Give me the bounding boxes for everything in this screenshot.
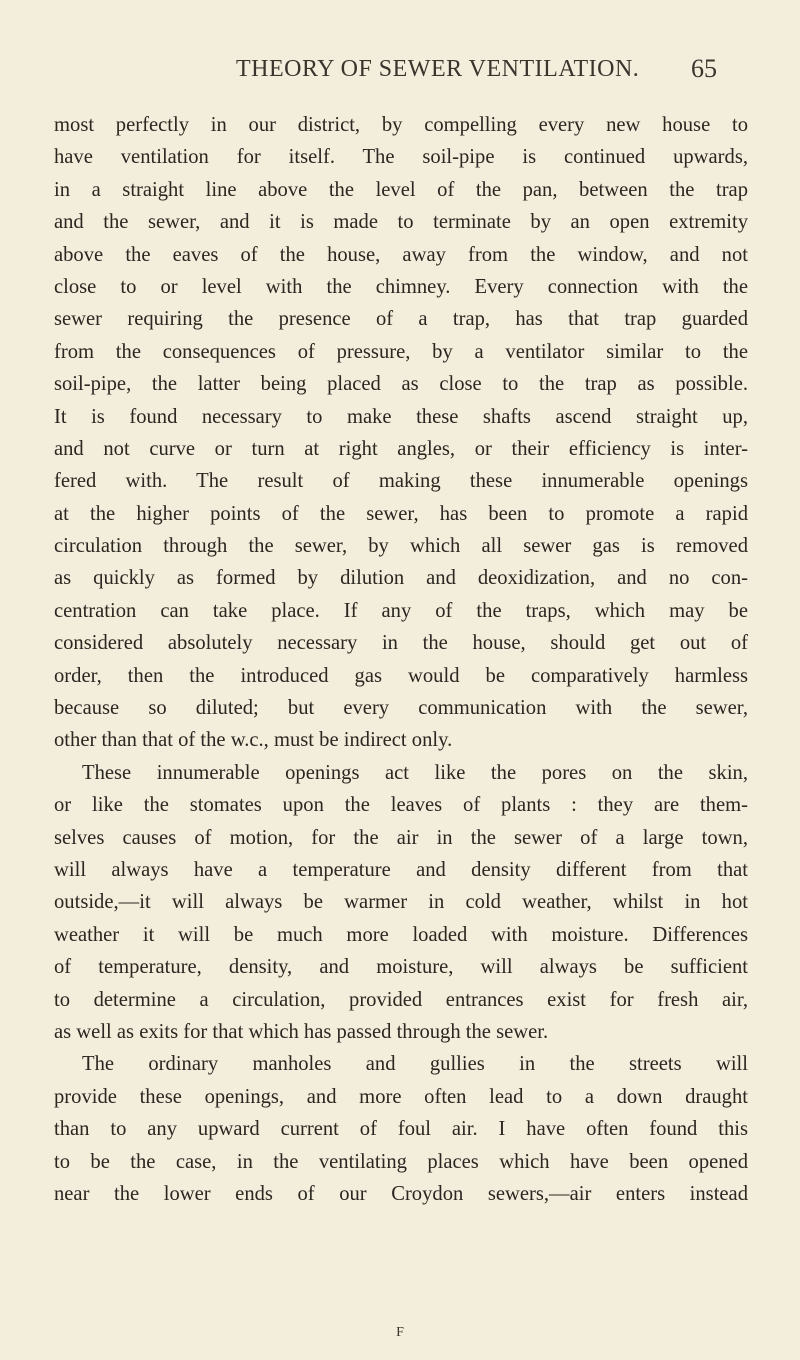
running-head [0,56,800,86]
text-line: considered absolutely necessary in the house, should get out of [54,632,748,655]
text-line: than to any upward current of foul air. I have often found this [54,1118,748,1141]
text-line: sewer requiring the presence of a trap, has that trap guarded [54,308,748,331]
text-line: The ordinary manholes and gullies in the streets will [82,1053,748,1076]
text-line: in a straight line above the level of the pan, between the trap [54,178,748,201]
text-line: above the eaves of the house, away from the window, and not [54,243,748,266]
body-text [54,109,748,1210]
text-line: fered with. The result of making these innumerable openings [54,470,748,493]
text-line: will always have a temperature and density different from that [54,858,748,881]
text-line: and the sewer, and it is made to terminate by an open extremity [54,211,748,234]
text-line: near the lower ends of our Croydon sewers,—air enters instead [54,1182,748,1205]
text-line: selves causes of motion, for the air in the sewer of a large town, [54,826,748,849]
text-line: as quickly as formed by dilution and deoxidization, and no con- [54,567,748,590]
text-line: have ventilation for itself. The soil-pipe is continued upwards, [54,146,748,169]
text-line: weather it will be much more loaded with moisture. Differences [54,923,748,946]
text-line: outside,—it will always be warmer in cold weather, whilst in hot [54,891,748,914]
text-line: close to or level with the chimney. Every connection with the [54,275,748,298]
text-line: provide these openings, and more often lead to a down draught [54,1085,748,1108]
text-line: at the higher points of the sewer, has been to promote a rapid [54,502,748,525]
text-line: These innumerable openings act like the pores on the skin, [82,761,748,784]
text-line: to be the case, in the ventilating places which have been opened [54,1150,748,1173]
text-line: from the consequences of pressure, by a ventilator similar to the [54,340,748,363]
text-line: of temperature, density, and moisture, will always be sufficient [54,956,748,979]
running-title: THEORY OF SEWER VENTILATION. [236,56,640,82]
text-line: centration can take place. If any of the traps, which may be [54,599,748,622]
signature-mark: F [396,1325,404,1340]
text-line: order, then the introduced gas would be comparatively harmless [54,664,748,687]
text-line: other than that of the w.c., must be indirect only. [54,729,453,752]
text-line: circulation through the sewer, by which all sewer gas is removed [54,535,748,558]
text-line: and not curve or turn at right angles, or their efficiency is inter- [54,437,748,460]
text-line: as well as exits for that which has passed through the sewer. [54,1020,549,1043]
text-line: most perfectly in our district, by compelling every new house to [54,114,748,136]
text-line: It is found necessary to make these shafts ascend straight up, [54,405,748,428]
text-line: because so diluted; but every communication with the sewer, [54,697,748,720]
text-line: soil-pipe, the latter being placed as close to the trap as possible. [54,373,748,396]
text-line: or like the stomates upon the leaves of plants : they are them- [54,794,748,817]
text-line: to determine a circulation, provided entrances exist for fresh air, [54,988,748,1011]
page-number: 65 [691,54,717,83]
